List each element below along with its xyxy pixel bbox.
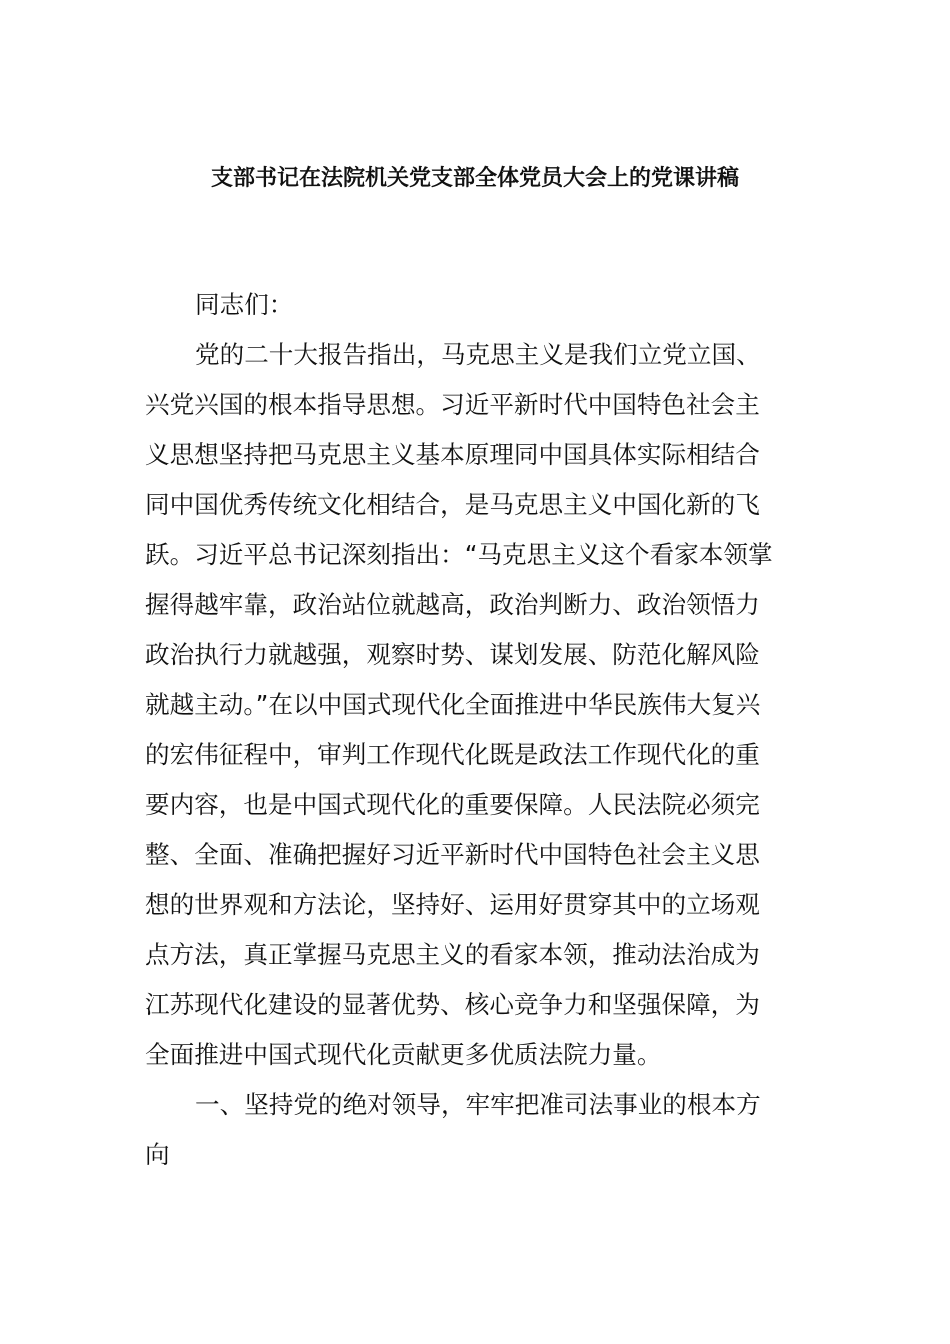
paragraph-line: 兴党兴国的根本指导思想。习近平新时代中国特色社会主 [145,390,760,419]
paragraph-line: 整、全面、准确把握好习近平新时代中国特色社会主义思 [145,840,760,869]
paragraph-line: 江苏现代化建设的显著优势、核心竞争力和坚强保障，为 [145,990,760,1019]
section-heading-line: 一、坚持党的绝对领导，牢牢把准司法事业的根本方 [195,1090,761,1119]
paragraph-line: 同中国优秀传统文化相结合，是马克思主义中国化新的飞 [145,490,760,519]
paragraph-line: 全面推进中国式现代化贡献更多优质法院力量。 [145,1040,662,1069]
paragraph-line: 要内容，也是中国式现代化的重要保障。人民法院必须完 [145,790,760,819]
paragraph-line: 握得越牢靠，政治站位就越高，政治判断力、政治领悟力 [145,590,760,619]
paragraph-line: 想的世界观和方法论，坚持好、运用好贯穿其中的立场观 [145,890,760,919]
paragraph-line: 的宏伟征程中，审判工作现代化既是政法工作现代化的重 [145,740,760,769]
paragraph-line: 就越主动。”在以中国式现代化全面推进中华民族伟大复兴 [145,690,761,719]
paragraph-line: 跃。习近平总书记深刻指出：“马克思主义这个看家本领掌 [145,540,773,569]
paragraph-line: 点方法，真正掌握马克思主义的看家本领，推动法治成为 [145,940,760,969]
paragraph-line: 政治执行力就越强，观察时势、谋划发展、防范化解风险 [145,640,760,669]
document-title: 支部书记在法院机关党支部全体党员大会上的党课讲稿 [210,166,739,191]
document-body [145,280,810,1180]
paragraph-line: 义思想坚持把马克思主义基本原理同中国具体实际相结合 [145,440,760,469]
salutation-line: 同志们： [195,290,294,319]
section-heading-line: 向 [145,1140,170,1169]
paragraph-line: 党的二十大报告指出，马克思主义是我们立党立国、 [195,340,761,369]
